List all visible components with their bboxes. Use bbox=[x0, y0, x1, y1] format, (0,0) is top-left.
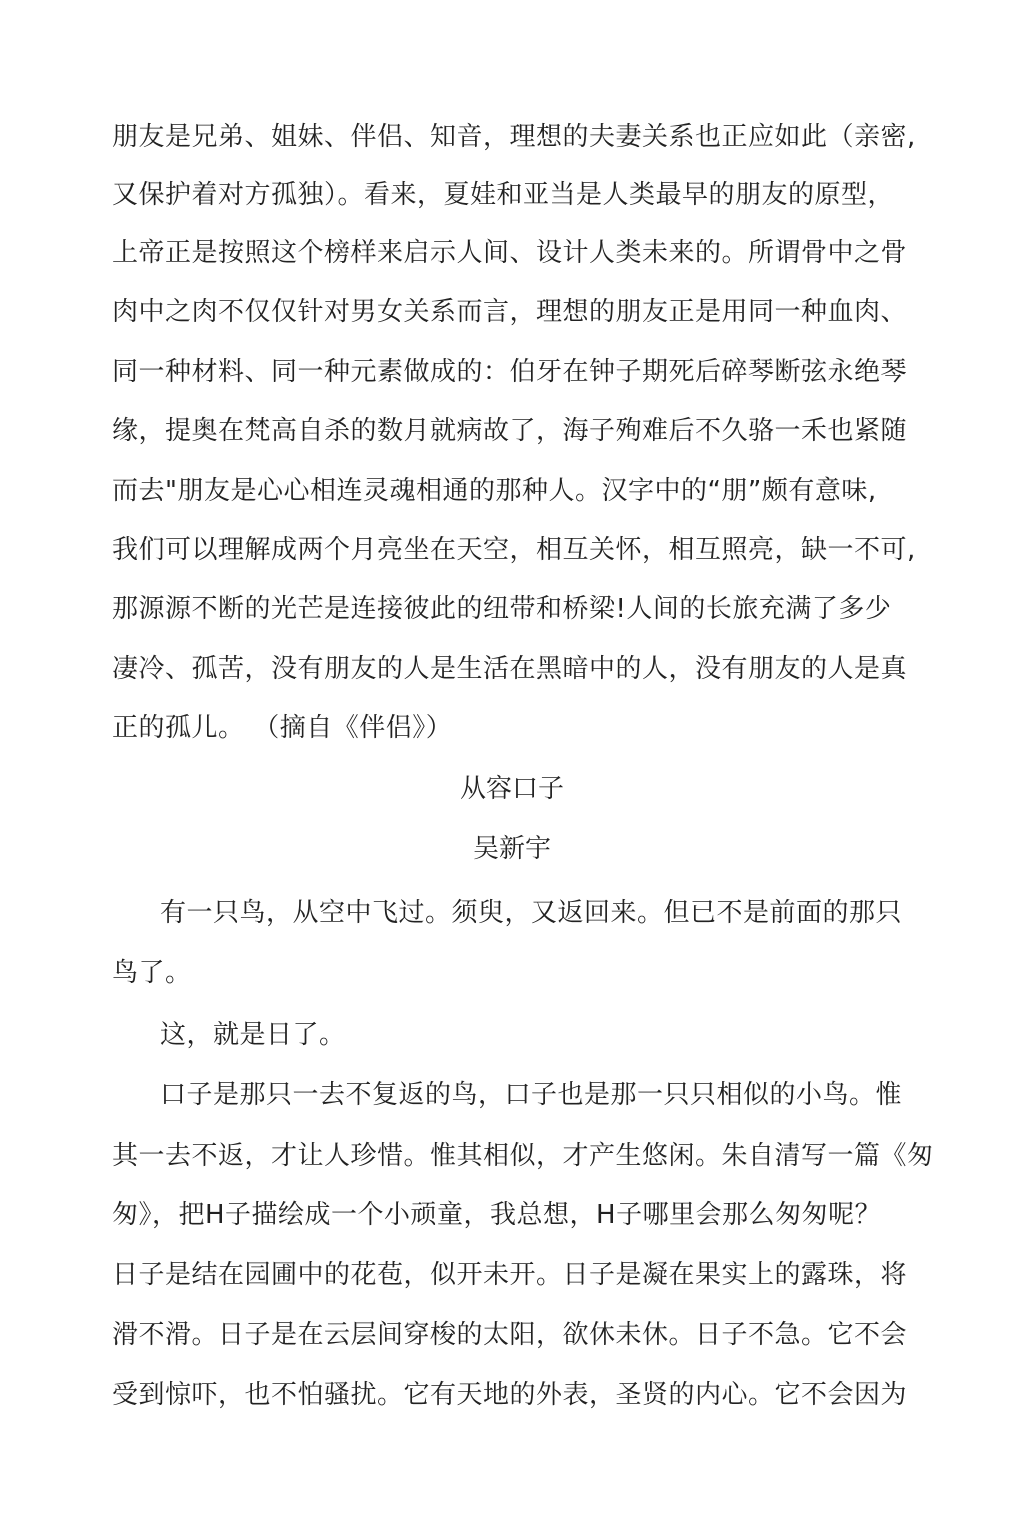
essay-line-2: 鸟了。 bbox=[112, 958, 192, 988]
passage1-line-7: 而去"朋友是心心相连灵魂相通的那种人。汉字中的“朋”颇有意味, bbox=[112, 476, 877, 506]
passage1-line-11: 正的孤儿。 （摘自《伴侣》） bbox=[112, 713, 453, 743]
passage1-line-4: 肉中之肉不仅仅针对男女关系而言，理想的朋友正是用同一种血肉、 bbox=[112, 297, 908, 327]
essay-line-4: 口子是那只一去不复返的鸟，口子也是那一只只相似的小鸟。惟 bbox=[160, 1080, 903, 1110]
passage1-line-6: 缘，提奥在梵高自杀的数月就病故了，海子殉难后不久骆一禾也紧随 bbox=[112, 416, 908, 446]
essay-line-8: 滑不滑。日子是在云层间穿梭的太阳，欲休未休。日子不急。它不会 bbox=[112, 1320, 908, 1350]
passage1-line-10: 凄冷、孤苦，没有朋友的人是生活在黑暗中的人，没有朋友的人是真 bbox=[112, 654, 908, 684]
passage1-line-3: 上帝正是按照这个榜样来启示人间、设计人类未来的。所谓骨中之骨 bbox=[112, 238, 908, 268]
essay-title: 从容口子 bbox=[459, 774, 564, 804]
essay-line-9: 受到惊吓，也不怕骚扰。它有天地的外表，圣贤的内心。它不会因为 bbox=[112, 1380, 908, 1410]
passage1-line-2: 又保护着对方孤独）。看来，夏娃和亚当是人类最早的朋友的原型， bbox=[112, 180, 895, 210]
passage1-line-9: 那源源不断的光芒是连接彼此的纽带和桥梁!人间的长旅充满了多少 bbox=[112, 594, 892, 624]
essay-line-1: 有一只鸟，从空中飞过。须臾，又返回来。但已不是前面的那只 bbox=[160, 898, 903, 928]
passage1-line-8: 我们可以理解成两个月亮坐在天空，相互关怀，相互照亮，缺一不可, bbox=[112, 535, 916, 565]
essay-line-7: 日子是结在园圃中的花苞，似开未开。日子是凝在果实上的露珠，将 bbox=[112, 1260, 908, 1290]
essay-line-5: 其一去不返，才让人珍惜。惟其相似，才产生悠闲。朱自清写一篇《匆 bbox=[112, 1141, 934, 1171]
passage1-line-5: 同一种材料、同一种元素做成的：伯牙在钟子期死后碎琴断弦永绝琴 bbox=[112, 357, 908, 387]
essay-author: 吴新宇 bbox=[472, 834, 551, 864]
essay-line-3: 这，就是日了。 bbox=[160, 1020, 346, 1050]
essay-line-6: 匆》，把H子描绘成一个小顽童，我总想，H子哪里会那么匆匆呢？ bbox=[112, 1200, 882, 1230]
passage1-line-1: 朋友是兄弟、姐妹、伴侣、知音，理想的夫妻关系也正应如此（亲密, bbox=[112, 122, 916, 152]
